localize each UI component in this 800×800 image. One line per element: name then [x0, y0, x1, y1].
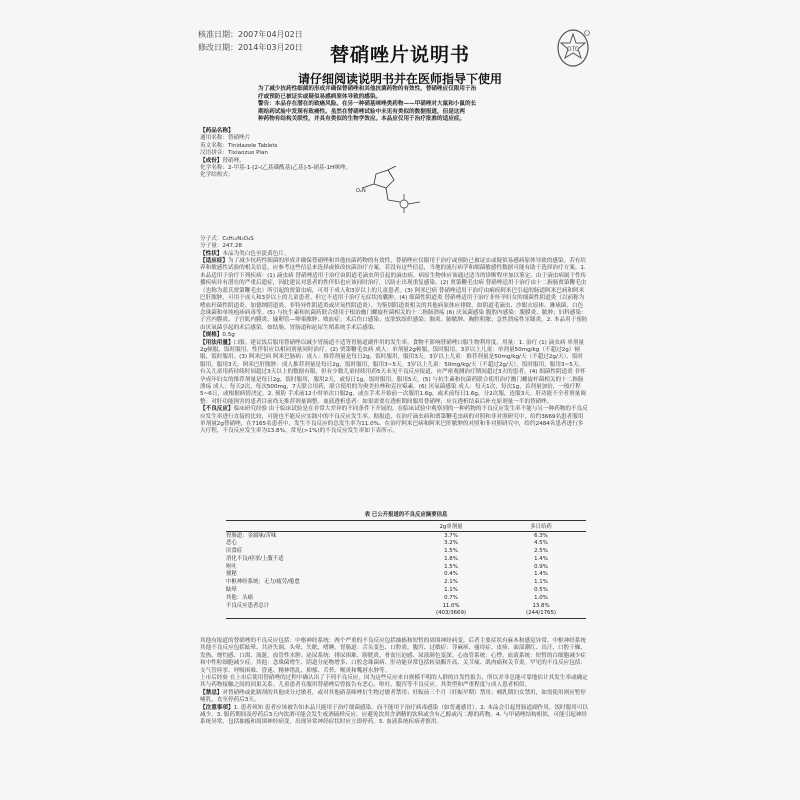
table-cell: 0.5% — [534, 587, 548, 594]
other-adverse-text: 其他有报道的替硝唑的不良反应包括：中枢神经系统：两个严重的不良反应包括抽搐和短暂的周围神经病变。后者主要症状有麻木和感觉异常。中枢神经系统其他不良反应包括眩晕、共济失调、头晕、失眠、嗜睡。胃肠道：舌头变色、口腔炎、腹泻、过敏症：荨麻疹、瘙痒症、皮疹、面部潮红、出汗、口腔干燥、发热、烧灼感、口渴、流涎。血管性水肿、泌尿系统：排尿困难、膀胱炎、骨盆压迫感、尿液颜色变深。心血管系统：心悸。血液系统：短暂的白细胞减少症和中性粒细胞减少症。其他：念珠菌增生、阴道分泌物增多、口腔念珠菌病、肝功能异常包括转氨酶升高、关节痛、肌肉痛和关节炎。罕见的不良反应包括：支气管痉挛、呼吸困难、昏迷、精神错乱、抑郁、舌苔、喉炎和嘴唇水肿等。 — [200, 638, 586, 674]
warning-text — [258, 86, 558, 124]
table-row — [226, 587, 586, 595]
column-header-single-dose: 2g单剂量 — [406, 521, 496, 532]
table-row — [226, 563, 586, 571]
table-row — [226, 610, 586, 618]
table-cell: 胃肠道：金属味/苦味 — [226, 532, 277, 539]
table-cell: 1.0% — [534, 594, 548, 601]
table-cell: 1.5% — [444, 548, 458, 555]
character-text: 本品为类白色至淡黄色片。 — [222, 250, 290, 257]
table-cell: 呕吐 — [226, 563, 237, 570]
warning-line: 种药物有结构关联性，并具有类似的生物学效应。本品应仅用于治疗批准的适应症。 — [258, 116, 465, 123]
composition-text: 替硝唑。 — [222, 157, 245, 164]
specification-text: 0.5g — [222, 332, 235, 339]
table-cell: 0.4% — [444, 571, 458, 578]
table-cell: 1.4% — [534, 555, 548, 562]
section-specification: 【规格】 — [200, 332, 223, 339]
section-indications: 【适应症】 — [200, 258, 228, 265]
table-row — [226, 540, 586, 548]
section-drug-name: 【药品名称】 — [200, 128, 234, 134]
otc-logo-text: OTC — [566, 46, 580, 53]
column-header-multi-day: 多日给药 — [496, 521, 586, 532]
table-cell: 厌食症 — [226, 548, 243, 555]
table-cell: 3.2% — [444, 540, 458, 547]
table-cell: 其他：头痛 — [226, 594, 253, 601]
table-cell: 便秘 — [226, 571, 237, 578]
warning-line: 为了减少抗药性细菌的形成并确保替硝唑和其他抗菌药物的有效性，替硝唑应仅限用于治 — [258, 86, 477, 92]
table-row — [226, 571, 586, 579]
english-name: 英文名称：Tinidazole Tablets — [200, 142, 278, 149]
table-cell: 1.1% — [534, 579, 548, 586]
molecular-weight: 分子量：247.28 — [200, 243, 242, 250]
table-cell: 消化不良/痉挛/上腹不适 — [226, 555, 284, 562]
table-row — [226, 548, 586, 556]
table-cell: 1.8% — [444, 555, 458, 562]
contraindications-text: 对替硝唑或此制剂的其他成分过敏者，或对其他硝基咪唑衍生物过敏者禁用；妊娠前三个月（妊娠早期）禁用；哺乳期妇女禁用，如需使用则应暂停哺乳，直至停药后3天。 — [200, 689, 586, 704]
adverse-reaction-table — [226, 510, 586, 619]
table-row — [226, 579, 586, 587]
table-cell — [226, 610, 406, 618]
table-caption: 表 已公开报道的不良反应摘要信息 — [364, 512, 448, 518]
revision-date: 修改日期：2014年03月20日 — [198, 43, 303, 52]
table-cell: 恶心 — [226, 540, 237, 547]
approval-date: 核准日期：2007年04月02日 — [198, 30, 303, 39]
table-cell: 2.1% — [444, 579, 458, 586]
chemical-structure-diagram — [356, 166, 426, 214]
warning-line: 疗或预防已被证实或疑似易感病原体导致的感染。 — [258, 93, 382, 100]
table-cell: 13.8% — [532, 602, 550, 609]
table-cell: (244/1765) — [496, 610, 586, 618]
table-cell: 中枢神经系统：无力/疲劳/倦怠 — [226, 579, 300, 586]
section-character: 【性状】 — [200, 250, 223, 257]
chemical-name: 化学名称：2-甲基-1-[2-(乙基磺酰基)乙基]-5-硝基-1H咪唑。 — [200, 165, 352, 172]
page-title: 替硝唑片说明书 — [329, 44, 470, 66]
table-cell: 2.5% — [534, 548, 548, 555]
pinyin-name: 汉语拼音：Tixiaozuo Pian — [200, 150, 268, 157]
table-cell: 0.9% — [534, 563, 548, 570]
lower-body — [200, 638, 588, 727]
table-row — [226, 555, 586, 563]
postmarketing-text: 上市后经验 在上市后使用替硝唑的过程中确认出了下列不良反应。因为这些反应来自规模不明的人群的自发性报告，所以并非总能可靠地估计其发生率或确定其与药物接触之间的因果关系。儿童患者在服用替硝唑后曾报告有恶心、呕吐、腹泻等不良反应，其类型和严重程度与成人患者相似。 — [200, 675, 588, 689]
table-cell: 6.3% — [534, 532, 548, 539]
warning-line: 期给药试验中发现有致癌性。虽然在替硝唑试验中未见有类似的数据报道，但是这两 — [258, 108, 465, 115]
black-box-warning — [258, 86, 548, 126]
table-cell: 1.5% — [444, 563, 458, 570]
page-subtitle: 请仔细阅读说明书并在医师指导下使用 — [297, 72, 502, 86]
table-cell: 眩晕 — [226, 587, 237, 594]
adverse-text: 临床研究经验 由于临床试验是在非常大差异的不同条件下开展的，在临床试验中观察到的一种药物的不良反应发生率不能与另一种药物的不良反应发生率进行直接的比较，可能也不能反应实践中的不良反应发生率。据报道，在治疗滴虫病和贾第鞭毛虫病的对照和非对照研究中，给约3669名患者服用单剂量2g替硝唑，在7165名患者中，发生不良反应的总发生率为11.0%。在治疗阿米巴病和阿米巴肝脓肿的对照和非对照研究中，给约2484名患者进行多天疗程，不良反应发生率为13.8%。常见(>1%)的不良反应发生率如下表所示。 — [200, 406, 588, 435]
table-cell: 3.7% — [444, 532, 458, 539]
generic-name: 通用名称：替硝唑片 — [200, 135, 251, 142]
precautions-text: 1. 患者须知 患者应该被告知本品只能用于治疗细菌感染，而不能用于治疗病毒感染（如普通感冒）。2. 本品会引起胃肠道副作用，饭时服用可以减少。3. 服药期间及停药后3天内饮酒可能会发生戒酒硫样反应，应避免饮用含酒精的饮料或含有乙醇或丙二醇的药物。4. 与甲硝唑结构相似，可能引起神经系统异常，包括抽搐和周围神经病变，出现异常神经症状时应立即停药。5. 血液系统疾病者慎用。 — [200, 704, 589, 726]
section-composition: 【成份】 — [200, 157, 223, 164]
molecular-formula: 分子式：C₈H₁₃N₃O₄S — [200, 235, 254, 242]
table-cell: 0.7% — [444, 594, 458, 601]
section-precautions: 【注意事项】 — [200, 704, 234, 711]
table-cell: 4.5% — [534, 540, 548, 547]
section-contraindications: 【禁忌】 — [200, 689, 223, 696]
section-dosage: 【用法用量】 — [200, 339, 234, 346]
section-adverse-reactions: 【不良反应】 — [200, 406, 234, 413]
warning-line: 警告：本品存在潜在的致癌风险。在另一种硝基咪唑类药物——甲硝唑对大鼠和小鼠的长 — [258, 101, 477, 108]
svg-text:O₂N: O₂N — [356, 188, 366, 194]
table-cell: 11.0% — [442, 602, 460, 609]
table-row — [226, 532, 586, 540]
table-cell: 不良反应患者总计 — [226, 602, 270, 609]
dosage-text: 口服。建议饭后服用替硝唑以减少胃肠道不适等胃肠道副作用的发生率。食物不影响替硝唑口服生物利用度。用量：1. 治疗 (1) 滴虫病 单剂量2g顿服，饭时服用。性伴侣应以相同剂量同时治疗。(2) 贾第鞭毛虫病 成人：单剂量2g顿服，饭时服用。3岁以上儿童：单剂量50mg/kg（不超过2g）顿服，饭时服用。(3) 阿米巴病 阿米巴肠病：成人：推荐剂量是每日2g，饭时服用，服用3天。3岁以上儿童：推荐剂量是50mg/kg/天（不超过2g/天），饭时服用，服用3天。阿米巴肝脓肿：成人推荐剂量是每日2g，饭时服用，服用3~5天。3岁以上儿童：50mg/kg/天（不超过2g/天），饭时服用，服用3~5天。有关儿童用药持续时间超过3天以上的数据有限，但有少数儿童持续用药5天未见不良反应报道，应严密观测治疗期间超过3天的患者。(4) 细菌性阴道炎 非怀孕成年妇女的推荐剂量是每日2g，饭时服用，服用2天，或每日1g，饭时服用，服用5天。(5) 与抗生素和抗菌药联合使用治疗幽门螺旋杆菌相关的十二指肠溃疡 成人：每天2次，每次500mg，7天联合用药，联合使用的为奥美拉唑和克拉霉素。(6) 厌氧菌感染 成人：每天1次，每次1g，首剂量加倍，一般疗程5~6日，或根据病情决定。2. 预防 手术前12小时单次口服2g，或在手术开始前一次服用1.6g，或术前每日1.6g，分2次服，连服3天。肝功能不全者剂量调整：对肝功能损害的患者目前尚无推荐剂量调整。血液透析患者：如果需要在透析期间服用替硝唑，应在透析结束后补充原剂量一半的替硝唑。 — [200, 339, 586, 405]
structure-label: 化学结构式： — [200, 172, 234, 179]
table-cell: 1.4% — [534, 571, 548, 578]
table-cell: (403/3669) — [406, 610, 496, 618]
indications-text: 为了减少抗药性细菌的形成并确保替硝唑和其他抗菌药物的有效性，替硝唑应仅限用于治疗或预防已被证实或疑似易感病原体导致的感染。若有培养和敏感性试验的相关信息，应参考这些信息来选择或修改抗菌治疗方案。若没有这些信息，当地的流行病学和细菌敏感性数据可能有助于选择治疗方案。1. 本品适用于治疗下列疾病：(1) 滴虫病 替硝唑适用于治疗由阴道毛滴虫所引起的滴虫病。病原生物体应该通过适当的诊断程序加以鉴定。由于滴虫病属于性传播疾病并有潜在的严重后遗症，因此建议对患者的性伴侣也应该同时治疗，以防止出现重复感染。(2) 贾第鞭毛虫病 替硝唑适用于治疗由十二指肠贾第鞭毛虫（也称为蓝氏贾第鞭毛虫）所引起的贾第虫病，可用于成人和3岁以上的儿童患者。(3) 阿米巴病 替硝唑适用于治疗由痢疾阿米巴引起的肠道阿米巴病和阿米巴肝脓肿，可用于成人和3岁以上的儿童患者。但它不适用于治疗无症状的囊肿。(4) 细菌性阴道炎 替硝唑适用于治疗非怀孕妇女的细菌性阴道炎（以前称为嗜血杆菌性阴道炎、加德纳阴道炎、非特异性阴道炎或厌氧性阴道炎）。为鉴别阴道炎相关的其他病原体应排除，如阴道毛滴虫、沙眼衣原体、淋球菌、白色念珠菌和单纯疱疹病毒等。(5) 与抗生素和抗菌药联合使用于根治幽门螺旋杆菌相关的十二指肠溃疡 (6) 厌氧菌感染 腹腔内感染：腹膜炎、脓肿；妇科感染：子宫内膜炎、子宫肌内膜炎、输卵管—卵巢脓肿；败血症；术后伤口感染；皮肤软组织感染；肺炎、肺脓肿、胸腔积脓；急性溃疡性牙龈炎。2. 本品用于预防由厌氧菌引起的术后感染，如结肠、胃肠道和泌尿生殖系统手术后感染。 — [200, 258, 588, 331]
table-cell: 1.1% — [444, 587, 458, 594]
table-row — [226, 602, 586, 610]
table-row — [226, 594, 586, 602]
